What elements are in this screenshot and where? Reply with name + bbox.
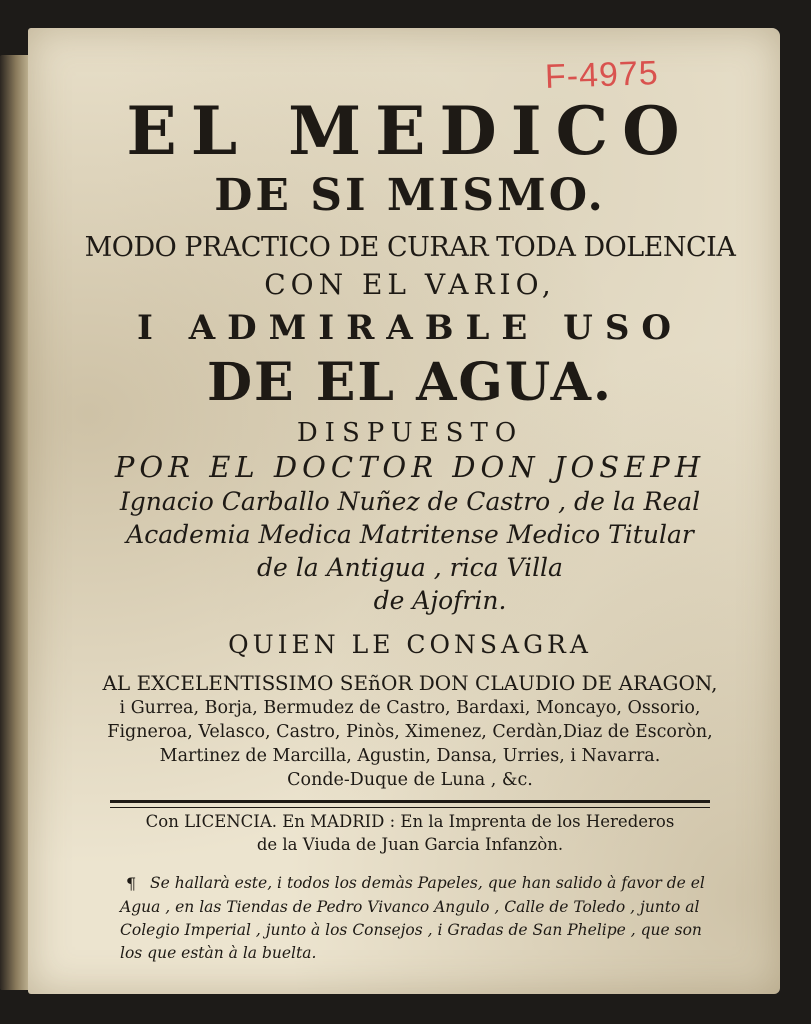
dedication-heading: QUIEN LE CONSAGRA [228,630,592,659]
notice-line-3: Colegio Imperial , junto à los Consejos , i Gradas de San Phelipe , que son [120,921,702,939]
author-line-2: Ignacio Carballo Nuñez de Castro , de la Real [119,487,701,516]
dedication-line-5: Conde-Duque de Luna , &c. [287,770,533,790]
title-line-1: EL MEDICO [126,92,694,170]
dispuesto-label: DISPUESTO [296,418,524,448]
divider-rule [110,800,710,808]
author-line-3: Academia Medica Matritense Medico Titular [126,520,694,549]
title-line-2: DE SI MISMO. [214,170,606,221]
author-line-5: de Ajofrin. [373,586,507,615]
dedication-line-1: AL EXCELENTISSIMO SEñOR DON CLAUDIO DE ARAGON, [102,671,718,695]
notice-line-1: Se hallarà este, i todos los demàs Papeles, que han salido à favor de el [150,874,705,892]
author-line-4: de la Antigua , rica Villa [257,553,563,582]
dedication-line-3: Figneroa, Velasco, Castro, Pinòs, Ximenez, Cerdàn,Diaz de Escoròn, [107,722,713,742]
dedication-line-4: Martinez de Marcilla, Agustin, Dansa, Urries, i Navarra. [159,746,661,766]
notice-line-2: Agua , en las Tiendas de Pedro Vivanco Angulo , Calle de Toledo , junto al [120,898,700,916]
pilcrow-mark: ¶ [126,874,137,893]
shelfmark-annotation: F-4975 [544,54,660,96]
imprint-line-2: de la Viuda de Juan Garcia Infanzòn. [256,835,564,854]
author-line-1: POR EL DOCTOR DON JOSEPH [114,450,706,484]
title-line-3: MODO PRACTICO DE CURAR TODA DOLENCIA [84,232,736,263]
notice-line-4: los que estàn à la buelta. [120,944,317,962]
title-line-5: I ADMIRABLE USO [137,308,683,348]
dedication-line-2: i Gurrea, Borja, Bermudez de Castro, Bardaxi, Moncayo, Ossorio, [119,698,701,718]
imprint-line-1: Con LICENCIA. En MADRID : En la Imprenta de los Herederos [145,812,675,831]
title-line-4: CON EL VARIO, [264,268,556,301]
title-line-6: DE EL AGUA. [206,352,614,413]
